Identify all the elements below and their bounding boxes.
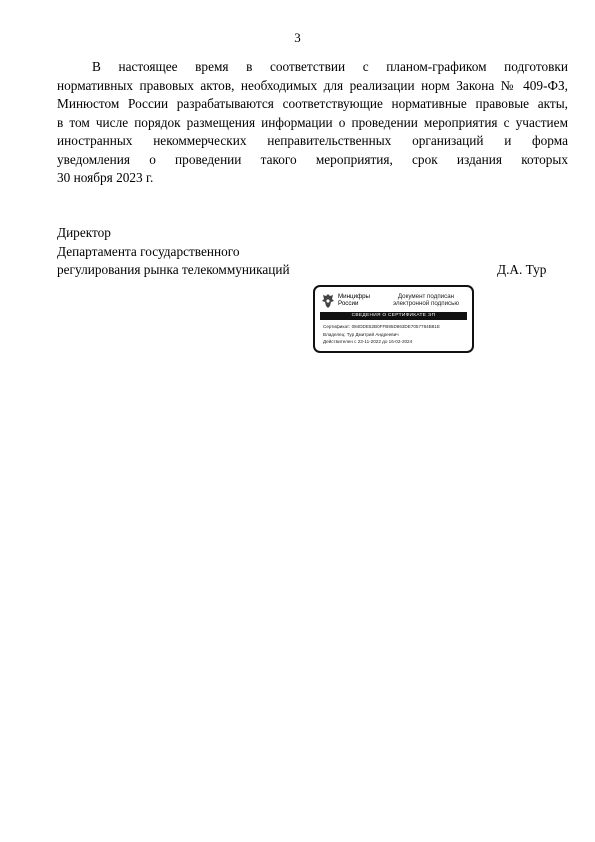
signatory-position [57, 224, 557, 280]
certificate-number: Сертификат: 084DDE52B0FFB95D863DE7057784B81E [323, 324, 440, 329]
body-line: Минюстом России разрабатываются соответствующие нормативные правовые акты, [57, 96, 568, 111]
signatory-name: Д.А. Тур [497, 262, 547, 277]
certificate-info-bar: СВЕДЕНИЯ О СЕРТИФИКАТЕ ЭП [320, 312, 467, 320]
stamp-org-line: Минцифры [338, 293, 371, 300]
body-paragraph [57, 58, 568, 188]
signatory-position-line: регулирования рынка телекоммуникаций [57, 262, 290, 277]
body-line: в том числе порядок размещения информации о проведении мероприятия с участием [57, 114, 568, 130]
stamp-title-line: Документ подписан [397, 293, 455, 300]
stamp-title [383, 293, 469, 307]
signatory-position-line: Департамента государственного [57, 243, 240, 259]
body-line: нормативных правовых актов, необходимых для реализации норм Закона № 409-ФЗ, [57, 77, 568, 93]
stamp-organization [338, 293, 376, 307]
stamp-title-line: электронной подписью [392, 300, 460, 307]
certificate-owner: Владелец: Тур Дмитрий Андреевич [323, 331, 399, 337]
body-line: иностранных некоммерческих неправительственных организаций и форма [57, 133, 568, 148]
stamp-org-line: России [338, 300, 359, 307]
signatory-position-line: Директор [57, 225, 111, 240]
body-line: 30 ноября 2023 г. [57, 170, 154, 185]
body-line: В настоящее время в соответствии с планом-графиком подготовки [92, 59, 568, 74]
electronic-signature-stamp [313, 285, 474, 353]
coat-of-arms-icon [321, 293, 335, 309]
certificate-validity: Действителен с 23-11-2022 до 16-02-2024 [323, 339, 413, 344]
body-line: уведомления о проведении такого мероприятия, срок издания которых [57, 151, 568, 167]
certificate-details [323, 323, 440, 346]
page-number: 3 [294, 30, 301, 45]
